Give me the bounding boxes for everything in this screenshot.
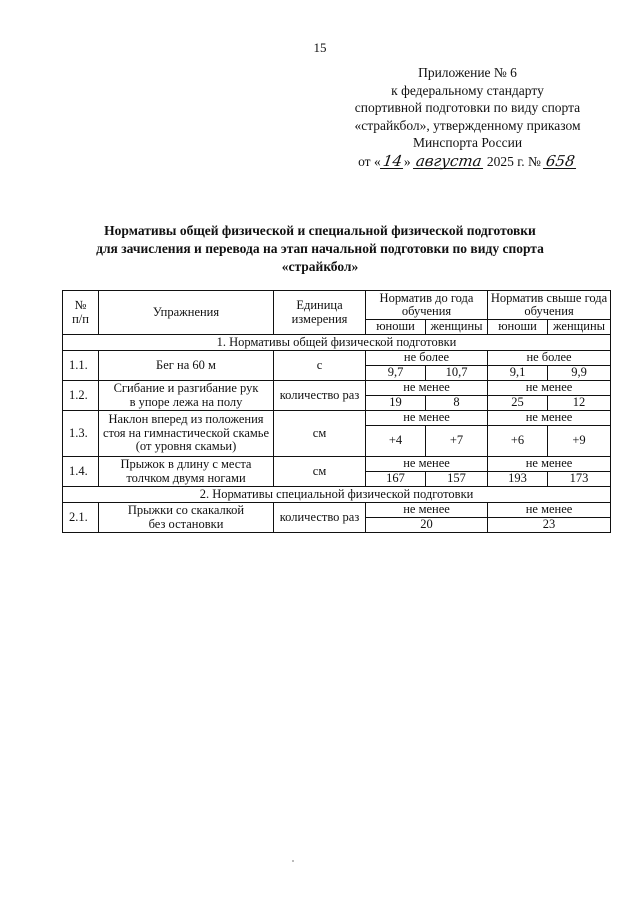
header-norm-before-year: Норматив до года обучения (366, 291, 488, 320)
handwritten-order-number: 658 (545, 151, 577, 170)
page-number: 15 (313, 40, 327, 55)
row-condition: не более (488, 351, 611, 366)
section-title: 2. Нормативы специальной физической подготовки (63, 487, 611, 503)
header-exercise: Упражнения (99, 291, 274, 335)
row-condition: не менее (366, 503, 488, 518)
row-number: 2.1. (63, 503, 99, 533)
row-number: 1.4. (63, 457, 99, 487)
row-unit: см (274, 457, 366, 487)
header-girls: женщины (426, 320, 488, 335)
title-line-2: для зачисления и перевода на этап начальной подготовки по виду спорта (96, 241, 544, 256)
table-row (63, 351, 611, 366)
header-girls: женщины (548, 320, 611, 335)
row-unit: количество раз (274, 381, 366, 411)
row-condition: не более (366, 351, 488, 366)
row-exercise: Прыжки со скакалкой без остановки (99, 503, 274, 533)
header-boys: юноши (366, 320, 426, 335)
annex-line: Минспорта России (412, 135, 523, 151)
annex-line: Приложение № 6 (418, 65, 517, 80)
value-cell: +4 (366, 426, 426, 457)
row-condition: не менее (488, 381, 611, 396)
row-unit: количество раз (274, 503, 366, 533)
table-header-row (63, 291, 611, 320)
year-text: 2025 г. № (486, 153, 541, 169)
value-cell: 19 (366, 396, 426, 411)
value-cell: 12 (548, 396, 611, 411)
value-cell: 193 (488, 472, 548, 487)
row-condition: не менее (366, 411, 488, 426)
value-cell: +9 (548, 426, 611, 457)
value-cell: 173 (548, 472, 611, 487)
row-unit: см (274, 411, 366, 457)
value-cell: 10,7 (426, 366, 488, 381)
row-condition: не менее (488, 457, 611, 472)
row-number: 1.3. (63, 411, 99, 457)
date-mid: » (403, 153, 411, 169)
annex-block (330, 64, 605, 171)
value-cell: 23 (488, 518, 611, 533)
section-row (63, 487, 611, 503)
value-cell: +7 (426, 426, 488, 457)
row-unit: с (274, 351, 366, 381)
title-line-1: Нормативы общей физической и специальной физической подготовки (104, 223, 536, 238)
row-exercise: Сгибание и разгибание рук в упоре лежа на полу (99, 381, 274, 411)
row-condition: не менее (366, 381, 488, 396)
value-cell: 167 (366, 472, 426, 487)
date-prefix: от « (358, 153, 381, 169)
header-unit: Единица измерения (274, 291, 366, 335)
value-cell: 20 (366, 518, 488, 533)
value-cell: 9,1 (488, 366, 548, 381)
table-row (63, 457, 611, 472)
annex-line: «страйкбол», утвержденному приказом (354, 117, 581, 133)
row-exercise: Бег на 60 м (99, 351, 274, 381)
value-cell: 157 (426, 472, 488, 487)
header-boys: юноши (488, 320, 548, 335)
annex-line: спортивной подготовки по виду спорта (354, 100, 581, 116)
title-line-3: «страйкбол» (281, 259, 359, 274)
section-row (63, 335, 611, 351)
row-exercise: Наклон вперед из положения стоя на гимнастической скамье (от уровня скамьи) (99, 411, 274, 457)
table-row (63, 411, 611, 426)
annex-line: к федеральному стандарту (391, 82, 544, 98)
table-row (63, 503, 611, 518)
value-cell: +6 (488, 426, 548, 457)
table-row (63, 381, 611, 396)
document-title (0, 222, 640, 276)
handwritten-month: августа (414, 151, 483, 170)
scan-speck (292, 860, 294, 862)
standards-table (62, 290, 611, 533)
row-number: 1.1. (63, 351, 99, 381)
value-cell: 9,9 (548, 366, 611, 381)
order-date-line (330, 153, 605, 171)
handwritten-day: 14 (381, 151, 404, 170)
header-norm-after-year: Норматив свыше года обучения (488, 291, 611, 320)
value-cell: 25 (488, 396, 548, 411)
row-exercise: Прыжок в длину с места толчком двумя ногами (99, 457, 274, 487)
row-number: 1.2. (63, 381, 99, 411)
row-condition: не менее (366, 457, 488, 472)
section-title: 1. Нормативы общей физической подготовки (63, 335, 611, 351)
value-cell: 8 (426, 396, 488, 411)
row-condition: не менее (488, 411, 611, 426)
value-cell: 9,7 (366, 366, 426, 381)
header-num: № п/п (63, 291, 99, 335)
row-condition: не менее (488, 503, 611, 518)
